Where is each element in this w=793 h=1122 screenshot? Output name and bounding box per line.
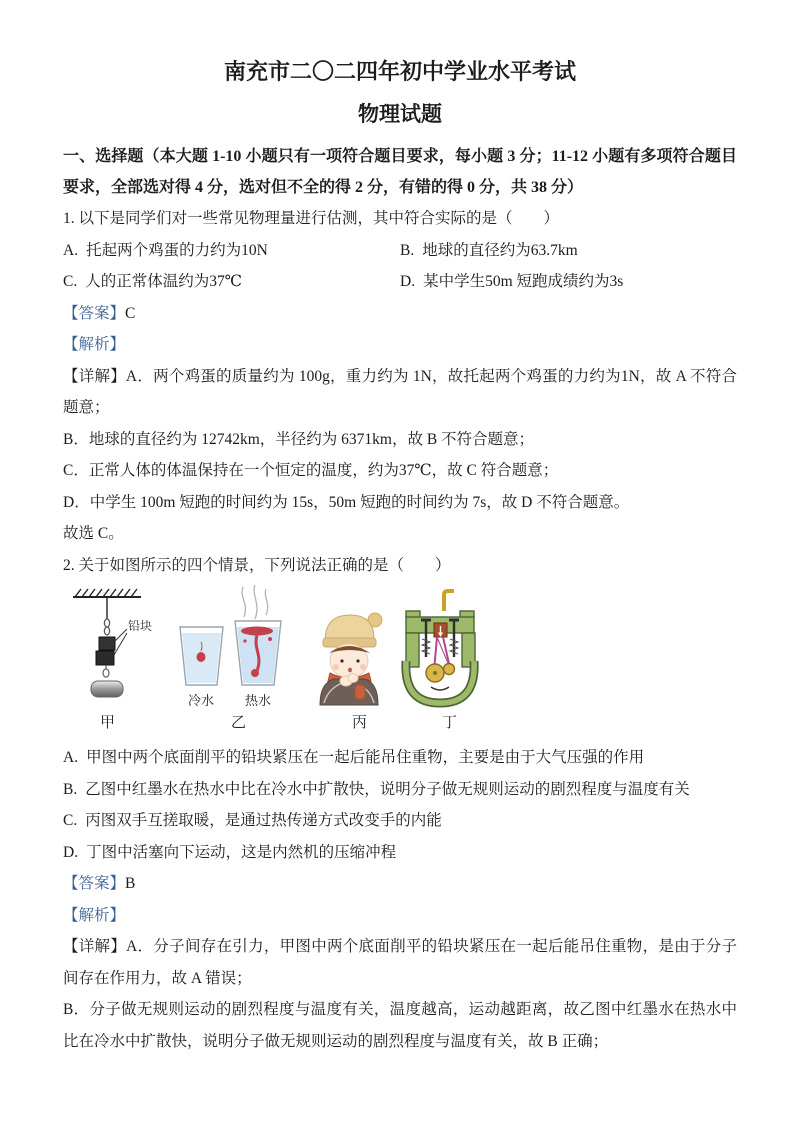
option-text: 人的正常体温约为37℃	[85, 273, 243, 290]
ceiling-hatch-icon	[73, 589, 141, 597]
label-pointer-lines	[114, 629, 127, 655]
right-blush	[360, 664, 366, 670]
option-text: 丁图中活塞向下运动，这是内然机的压缩冲程	[86, 843, 397, 861]
q2-figure	[63, 583, 737, 738]
q1-detail-c: C．正常人体的体温保持在一个恒定的温度，约为37℃，故 C 符合题意；	[63, 462, 559, 479]
q1-analysis-line	[63, 329, 737, 361]
q2-analysis-line	[63, 900, 737, 932]
water-cups-figure	[171, 583, 296, 713]
weight-icon	[91, 681, 123, 697]
mouth	[348, 668, 352, 673]
section-header: 一、选择题（本大题 1-10 小题只有一项符合题目要求，每小题 3 分；11-12 小题有多项符合题目要求，全部选对得 4 分，选对但不全的得 2 分，有错的得 0 分，共 38 分）	[63, 148, 737, 196]
q1-detail-d: D．中学生 100m 短跑的时间约为 15s，50m 短跑的时间约为 7s，故 D 不符合题意。	[63, 493, 630, 511]
q1-detail-b: B．地球的直径约为 12742km，半径约为 6371km，故 B 不符合题意；	[63, 430, 535, 448]
analysis-label: 【解析】	[63, 336, 126, 353]
lead-blocks-label: 铅块	[128, 619, 153, 633]
q1-option-d	[400, 266, 737, 298]
lead-block-top	[99, 637, 115, 650]
q1-option-b	[400, 235, 737, 267]
option-letter: D.	[400, 273, 416, 290]
spark-plug-wire-icon	[444, 591, 454, 611]
q1-option-c	[63, 266, 400, 298]
q2-option-d	[63, 837, 737, 869]
option-text: 某中学生50m 短跑成绩约为3s	[423, 273, 624, 290]
option-letter: C.	[63, 273, 78, 290]
exam-subtitle: 物理试题	[358, 102, 442, 126]
answer-label: 【答案】	[63, 875, 126, 892]
figure-caption-jia: 甲	[100, 715, 116, 731]
q1-answer-line	[63, 298, 737, 330]
q1-answer: C	[125, 304, 136, 322]
answer-label: 【答案】	[63, 304, 126, 322]
q1-conclusion: 故选 C。	[63, 525, 124, 542]
right-eye	[356, 659, 359, 662]
q2-answer-line	[63, 868, 737, 900]
figure-caption-ding: 丁	[442, 715, 458, 731]
oil-level-curve	[431, 687, 449, 690]
hand-right	[348, 674, 358, 683]
child-warming-hands-figure	[308, 607, 393, 707]
option-text: 乙图中红墨水在热水中比在冷水中扩散快，说明分子做无规则运动的剧烈程度与温度有关	[85, 780, 690, 798]
option-text: 托起两个鸡蛋的力约为10N	[86, 241, 268, 259]
exam-title: 南充市二〇二四年初中学业水平考试	[223, 59, 576, 84]
analysis-label: 【解析】	[63, 906, 126, 924]
q2-options	[63, 742, 737, 868]
left-blush	[333, 664, 339, 670]
cylinder-head	[406, 611, 475, 667]
option-letter: C.	[63, 812, 78, 829]
q1-option-a	[63, 235, 400, 267]
q1-detail-a: 【详解】A．两个鸡蛋的质量约为 100g，重力约为 1N，故托起两个鸡蛋的力约为1N，故 A 不符合题意；	[63, 367, 737, 416]
option-letter: B.	[63, 780, 78, 798]
q2-option-a	[63, 742, 737, 774]
q1-options	[63, 235, 737, 298]
lead-block-bottom	[96, 651, 114, 665]
cold-water-label: 冷水	[187, 693, 215, 708]
lead-blocks-figure	[65, 585, 175, 711]
option-letter: A.	[63, 749, 79, 766]
left-eye	[340, 659, 343, 662]
option-text: 地球的直径约为63.7km	[422, 241, 578, 259]
option-text: 甲图中两个底面削平的铅块紧压在一起后能吊住重物，主要是由于大气压强的作用	[86, 749, 645, 766]
crank-pin-icon	[444, 664, 455, 675]
figure-caption-bing: 丙	[352, 715, 368, 731]
figure-caption-yi: 乙	[231, 715, 247, 731]
chain-links-icon	[104, 619, 109, 635]
engine-figure	[393, 587, 488, 709]
steam-icon	[242, 585, 268, 619]
option-text: 丙图双手互搓取暖，是通过热传递方式改变手的内能	[85, 812, 442, 829]
option-letter: A.	[63, 241, 79, 259]
hook-icon	[103, 665, 109, 677]
crank-center	[433, 671, 437, 675]
q1-stem: 1. 以下是同学们对一些常见物理量进行估测，其中符合实际的是（ ）	[63, 210, 560, 227]
q2-answer: B	[125, 875, 136, 892]
q2-detail-a: 【详解】A．分子间存在引力，甲图中两个底面削平的铅块紧压在一起后能吊住重物，是由于分子间存在作用力，故 A 错误；	[63, 938, 737, 987]
option-letter: B.	[400, 241, 415, 259]
q2-option-c	[63, 805, 737, 837]
q2-option-b	[63, 774, 737, 806]
q2-stem: 2. 关于如图所示的四个情景，下列说法正确的是（ ）	[63, 556, 451, 574]
scarf-end	[355, 685, 365, 699]
option-letter: D.	[63, 843, 79, 861]
hot-water-label: 热水	[244, 693, 272, 708]
q2-detail-b: B．分子做无规则运动的剧烈程度与温度有关，温度越高，运动越距离，故乙图中红墨水在热水中比在冷水中扩散快，说明分子做无规则运动的剧烈程度与温度有关，故 B 正确；	[63, 1001, 737, 1050]
